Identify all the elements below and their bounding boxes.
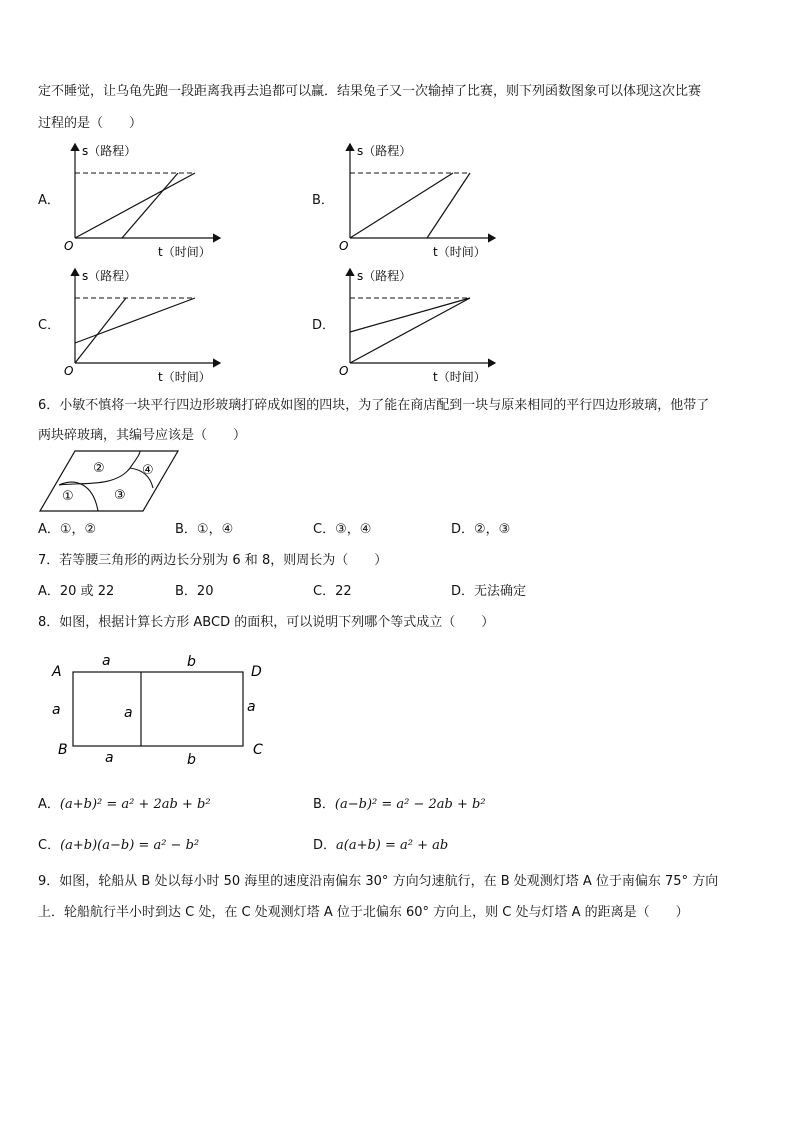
q8-option-c-expr: (a+b)(a−b) = a² − b² xyxy=(60,838,200,853)
x-label: t（时间） xyxy=(433,370,486,384)
x-label: t（时间） xyxy=(158,370,211,384)
piece-1: ① xyxy=(62,489,74,504)
vertex-d: D xyxy=(251,664,262,680)
rabbit-line xyxy=(75,298,126,363)
piece-3: ③ xyxy=(114,488,126,503)
tortoise-line xyxy=(75,173,195,238)
q8-option-d-prefix: D． xyxy=(313,838,337,853)
tortoise-line xyxy=(350,298,470,332)
piece-4: ④ xyxy=(142,463,154,478)
y-label: s（路程） xyxy=(357,144,412,158)
q6-option-a[interactable]: A．①，② xyxy=(38,522,97,537)
origin-label: O xyxy=(339,239,349,253)
origin-label: O xyxy=(64,239,74,253)
q6-option-c[interactable]: C．③，④ xyxy=(313,522,372,537)
x-label: t（时间） xyxy=(433,245,486,259)
q6-option-b[interactable]: B．①，④ xyxy=(175,522,234,537)
label-right-a: a xyxy=(247,699,256,715)
q5-stem-line2: 过程的是（ ） xyxy=(38,116,143,131)
label-top-b: b xyxy=(187,654,196,670)
rectangle-abcd xyxy=(73,672,243,746)
tortoise-line xyxy=(350,173,453,238)
q6-option-d[interactable]: D．②，③ xyxy=(451,522,511,537)
vertex-c: C xyxy=(253,742,263,758)
y-label: s（路程） xyxy=(82,144,137,158)
q8-option-d-expr: a(a+b) = a² + ab xyxy=(336,838,449,853)
q6-stem-line1: 6．小敏不慎将一块平行四边形玻璃打碎成如图的四块，为了能在商店配到一块与原来相同的平行四边形玻璃，他带了 xyxy=(38,398,710,413)
q8-option-b-expr: (a−b)² = a² − 2ab + b² xyxy=(334,797,486,812)
q8-option-c[interactable] xyxy=(38,838,199,854)
q9-stem-line2: 上．轮船航行半小时到达 C 处，在 C 处观测灯塔 A 位于北偏东 60° 方向上，则 C 处与灯塔 A 的距离是（ ） xyxy=(38,905,689,920)
label-bottom-a: a xyxy=(105,750,114,766)
q8-option-d[interactable] xyxy=(313,838,448,854)
label-top-a: a xyxy=(102,653,111,669)
q7-option-d[interactable]: D．无法确定 xyxy=(451,584,527,599)
q8-option-a-expr: (a+b)² = a² + 2ab + b² xyxy=(59,797,211,812)
q7-option-b[interactable]: B．20 xyxy=(175,584,214,599)
rabbit-line xyxy=(350,298,470,363)
q8-option-b-prefix: B． xyxy=(313,797,335,812)
q7-option-a[interactable]: A．20 或 22 xyxy=(38,584,115,599)
q5-graph-a xyxy=(60,140,230,265)
label-mid-a: a xyxy=(124,705,133,721)
y-label: s（路程） xyxy=(82,269,137,283)
q7-stem: 7．若等腰三角形的两边长分别为 6 和 8，则周长为（ ） xyxy=(38,553,388,568)
q5-graph-c xyxy=(60,265,230,390)
q8-option-b[interactable] xyxy=(313,797,486,813)
q5-stem-line1: 定不睡觉，让乌龟先跑一段距离我再去追都可以赢．结果兔子又一次输掉了比赛，则下列函数图象可以体现这次比赛 xyxy=(38,84,702,99)
q9-stem-line1: 9．如图，轮船从 B 处以每小时 50 海里的速度沿南偏东 30° 方向匀速航行，在 B 处观测灯塔 A 位于南偏东 75° 方向 xyxy=(38,874,719,889)
q5-option-d-letter: D． xyxy=(312,318,336,333)
q8-option-a[interactable] xyxy=(38,797,211,813)
y-label: s（路程） xyxy=(357,269,412,283)
label-bottom-b: b xyxy=(187,752,196,768)
q8-rectangle-figure xyxy=(40,650,280,775)
q5-graph-d xyxy=(335,265,505,390)
piece-2: ② xyxy=(93,461,105,476)
x-label: t（时间） xyxy=(158,245,211,259)
vertex-a: A xyxy=(52,664,62,680)
q5-option-c-letter: C． xyxy=(38,318,61,333)
q5-option-a-letter: A． xyxy=(38,193,60,208)
rabbit-line xyxy=(122,173,178,238)
q8-stem: 8．如图，根据计算长方形 ABCD 的面积，可以说明下列哪个等式成立（ ） xyxy=(38,615,495,630)
tortoise-line xyxy=(75,298,195,343)
q7-option-c[interactable]: C．22 xyxy=(313,584,352,599)
q8-option-c-prefix: C． xyxy=(38,838,61,853)
origin-label: O xyxy=(64,364,74,378)
q6-parallelogram-figure xyxy=(35,448,185,516)
origin-label: O xyxy=(339,364,349,378)
vertex-b: B xyxy=(58,742,68,758)
q8-option-a-prefix: A． xyxy=(38,797,60,812)
q5-option-b-letter: B． xyxy=(312,193,334,208)
q6-stem-line2: 两块碎玻璃，其编号应该是（ ） xyxy=(38,428,247,443)
label-left-a: a xyxy=(52,702,61,718)
rabbit-line xyxy=(427,173,470,238)
q5-graph-b xyxy=(335,140,505,265)
